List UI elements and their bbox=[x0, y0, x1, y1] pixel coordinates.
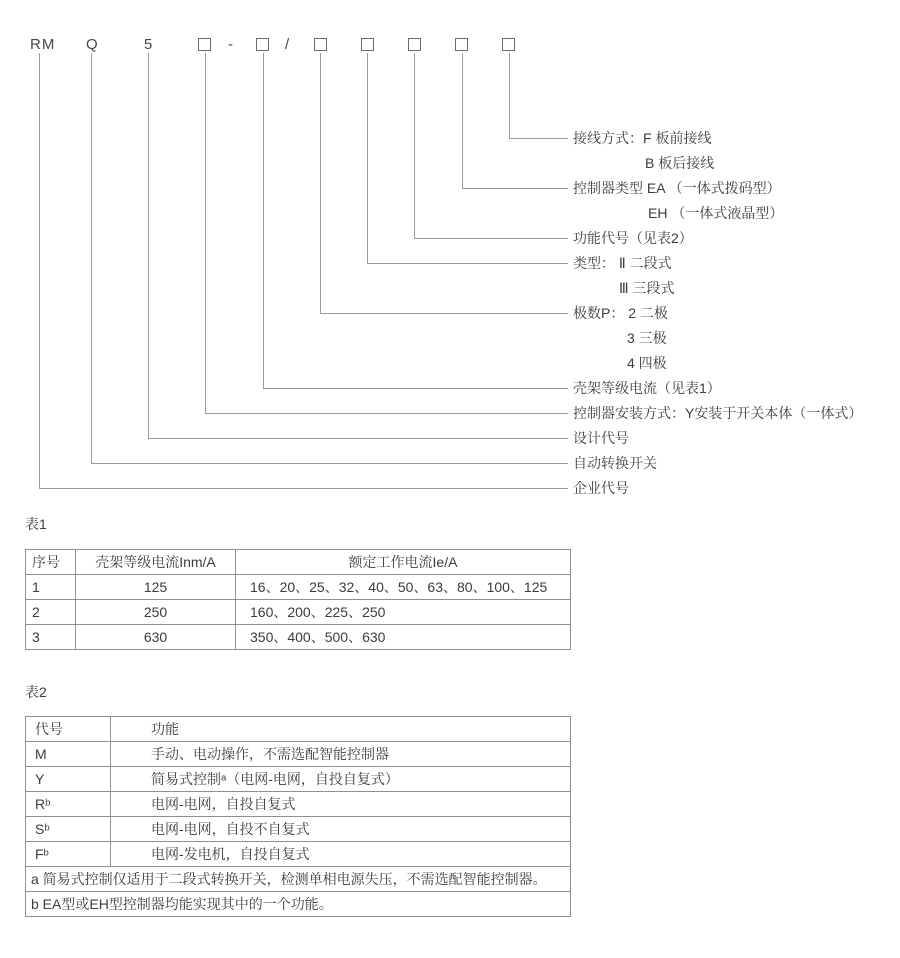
model-code-box-type bbox=[361, 38, 374, 51]
model-code-box-frame bbox=[256, 38, 269, 51]
table-cell-code: Sᵇ bbox=[26, 817, 111, 842]
table-row bbox=[26, 842, 571, 867]
callout-type: 类型： Ⅱ 二段式 bbox=[573, 255, 672, 271]
table-cell-frame-current: 250 bbox=[76, 600, 236, 625]
connector-hline-design bbox=[148, 438, 568, 439]
column-header-code: 代号 bbox=[26, 717, 111, 742]
connector-vline-wiring bbox=[509, 53, 510, 138]
connector-hline-switch bbox=[91, 463, 568, 464]
connector-hline-poles bbox=[320, 313, 568, 314]
model-code-box-poles bbox=[314, 38, 327, 51]
table-header-row bbox=[26, 717, 571, 742]
callout-poles-4: 4 四极 bbox=[627, 355, 667, 371]
connector-vline-frame bbox=[263, 53, 264, 388]
table-cell-code: Rᵇ bbox=[26, 792, 111, 817]
callout-frame-current: 壳架等级电流（见表1） bbox=[573, 380, 721, 396]
connector-vline-mounting bbox=[205, 53, 206, 413]
connector-hline-type bbox=[367, 263, 568, 264]
connector-vline-type bbox=[367, 53, 368, 263]
table1-frame-current bbox=[25, 549, 571, 650]
connector-vline-design bbox=[148, 53, 149, 438]
table-note-row bbox=[26, 867, 571, 892]
table-cell-index: 3 bbox=[26, 625, 76, 650]
table-cell-frame-current: 630 bbox=[76, 625, 236, 650]
callout-wiring-method-b: B 板后接线 bbox=[645, 155, 715, 171]
table-cell-function: 简易式控制ᵃ（电网-电网，自投自复式） bbox=[111, 767, 571, 792]
table-cell-rated-current: 350、400、500、630 bbox=[236, 625, 571, 650]
callout-type-iii: Ⅲ 三段式 bbox=[619, 280, 675, 296]
table-cell-code: Fᵇ bbox=[26, 842, 111, 867]
callout-controller-type-eh: EH （一体式液晶型） bbox=[648, 205, 784, 221]
model-code-prefix: RM bbox=[30, 36, 56, 53]
table-row bbox=[26, 600, 571, 625]
callout-wiring-method: 接线方式：F 板前接线 bbox=[573, 130, 712, 146]
table-note-b: b EA型或EH型控制器均能实现其中的一个功能。 bbox=[26, 892, 571, 917]
column-header-index: 序号 bbox=[26, 550, 76, 575]
table1-caption: 表1 bbox=[25, 516, 47, 532]
callout-controller-mounting: 控制器安装方式：Y安装于开关本体（一体式） bbox=[573, 405, 863, 421]
table-row bbox=[26, 575, 571, 600]
table-cell-rated-current: 16、20、25、32、40、50、63、80、100、125 bbox=[236, 575, 571, 600]
callout-poles: 极数P： 2 二极 bbox=[573, 305, 668, 321]
table-row bbox=[26, 817, 571, 842]
column-header-function: 功能 bbox=[111, 717, 571, 742]
connector-vline-controller bbox=[462, 53, 463, 188]
callout-controller-type: 控制器类型 EA （一体式拨码型） bbox=[573, 180, 781, 196]
callout-design-code: 设计代号 bbox=[573, 430, 629, 446]
connector-hline-controller bbox=[462, 188, 568, 189]
table-row bbox=[26, 767, 571, 792]
table-cell-code: M bbox=[26, 742, 111, 767]
connector-hline-function bbox=[414, 238, 568, 239]
table-cell-index: 2 bbox=[26, 600, 76, 625]
model-code-box-wiring bbox=[502, 38, 515, 51]
table-note-a: a 简易式控制仅适用于二段式转换开关，检测单相电源失压，不需选配智能控制器。 bbox=[26, 867, 571, 892]
table-row bbox=[26, 625, 571, 650]
model-code-series: Q bbox=[86, 36, 99, 53]
table-note-row bbox=[26, 892, 571, 917]
table-cell-function: 手动、电动操作，不需选配智能控制器 bbox=[111, 742, 571, 767]
table-cell-function: 电网-电网，自投自复式 bbox=[111, 792, 571, 817]
model-code-box-mounting bbox=[198, 38, 211, 51]
connector-vline-switch bbox=[91, 53, 92, 463]
table-row bbox=[26, 792, 571, 817]
column-header-rated-current: 额定工作电流Ie/A bbox=[236, 550, 571, 575]
table-header-row bbox=[26, 550, 571, 575]
model-code-design: 5 bbox=[144, 36, 154, 53]
connector-hline-mounting bbox=[205, 413, 568, 414]
table-cell-code: Y bbox=[26, 767, 111, 792]
connector-hline-enterprise bbox=[39, 488, 568, 489]
table-row bbox=[26, 742, 571, 767]
table-cell-function: 电网-电网，自投不自复式 bbox=[111, 817, 571, 842]
table-cell-index: 1 bbox=[26, 575, 76, 600]
table-cell-rated-current: 160、200、225、250 bbox=[236, 600, 571, 625]
callout-transfer-switch: 自动转换开关 bbox=[573, 455, 657, 471]
table2-caption: 表2 bbox=[25, 684, 47, 700]
table2-function-codes bbox=[25, 716, 571, 917]
model-code-box-controller bbox=[455, 38, 468, 51]
callout-function-code: 功能代号（见表2） bbox=[573, 230, 693, 246]
callout-enterprise-code: 企业代号 bbox=[573, 480, 629, 496]
table-cell-frame-current: 125 bbox=[76, 575, 236, 600]
connector-vline-enterprise bbox=[39, 53, 40, 488]
connector-hline-frame bbox=[263, 388, 568, 389]
model-code-dash: - bbox=[228, 36, 234, 53]
connector-vline-poles bbox=[320, 53, 321, 313]
connector-hline-wiring bbox=[509, 138, 568, 139]
table-cell-function: 电网-发电机，自投自复式 bbox=[111, 842, 571, 867]
callout-poles-3: 3 三极 bbox=[627, 330, 667, 346]
model-code-slash: / bbox=[285, 36, 291, 53]
connector-vline-function bbox=[414, 53, 415, 238]
column-header-frame-current: 壳架等级电流Inm/A bbox=[76, 550, 236, 575]
model-code-box-function bbox=[408, 38, 421, 51]
